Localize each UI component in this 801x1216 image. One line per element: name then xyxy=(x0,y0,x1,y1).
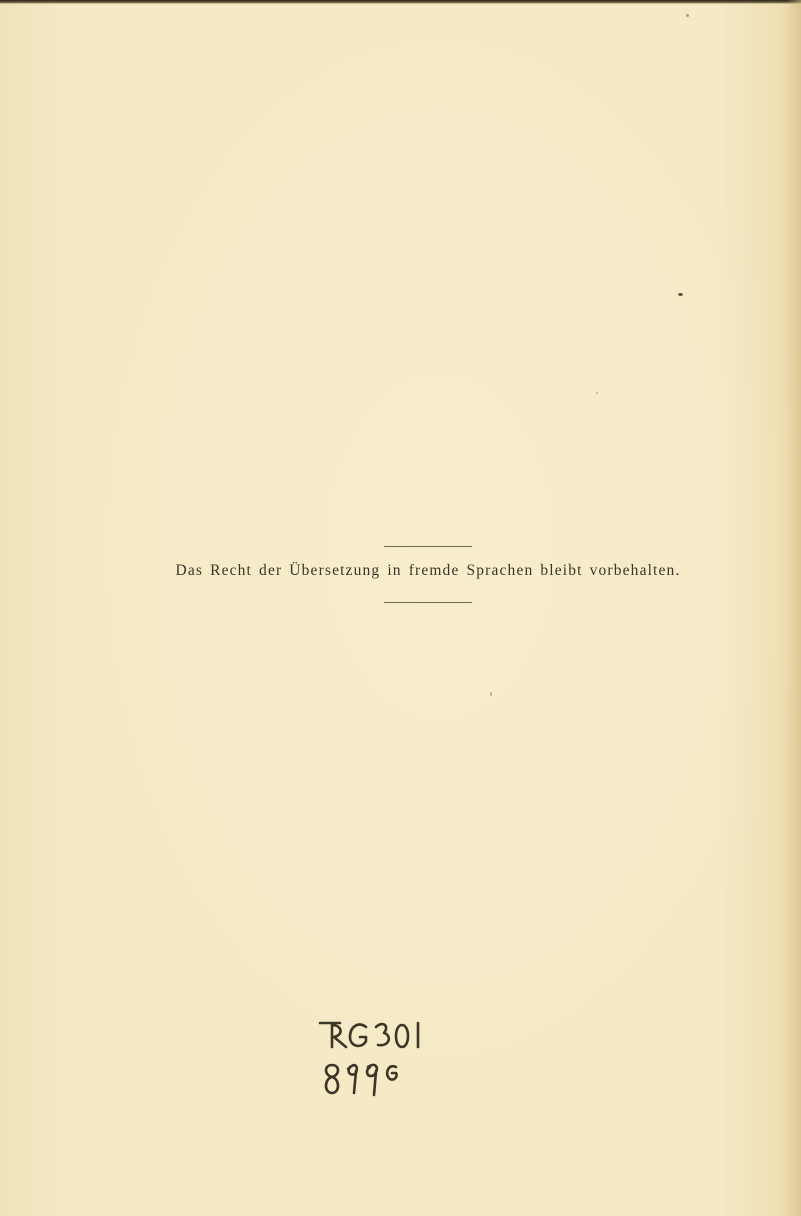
handwritten-shelfmark-drawing xyxy=(318,1013,438,1103)
handwritten-shelfmark xyxy=(318,1013,438,1103)
rule-above-notice xyxy=(384,546,472,547)
page-top-edge xyxy=(0,0,801,4)
page-right-edge-shadow xyxy=(787,0,801,1216)
paper-speck xyxy=(596,392,598,394)
paper-speck xyxy=(686,14,689,17)
paper-speck xyxy=(490,692,492,696)
translation-rights-notice: Das Recht der Übersetzung in fremde Sprachen bleibt vorbehalten. xyxy=(175,562,681,579)
rule-below-notice xyxy=(384,602,472,603)
paper-speck xyxy=(678,293,683,296)
